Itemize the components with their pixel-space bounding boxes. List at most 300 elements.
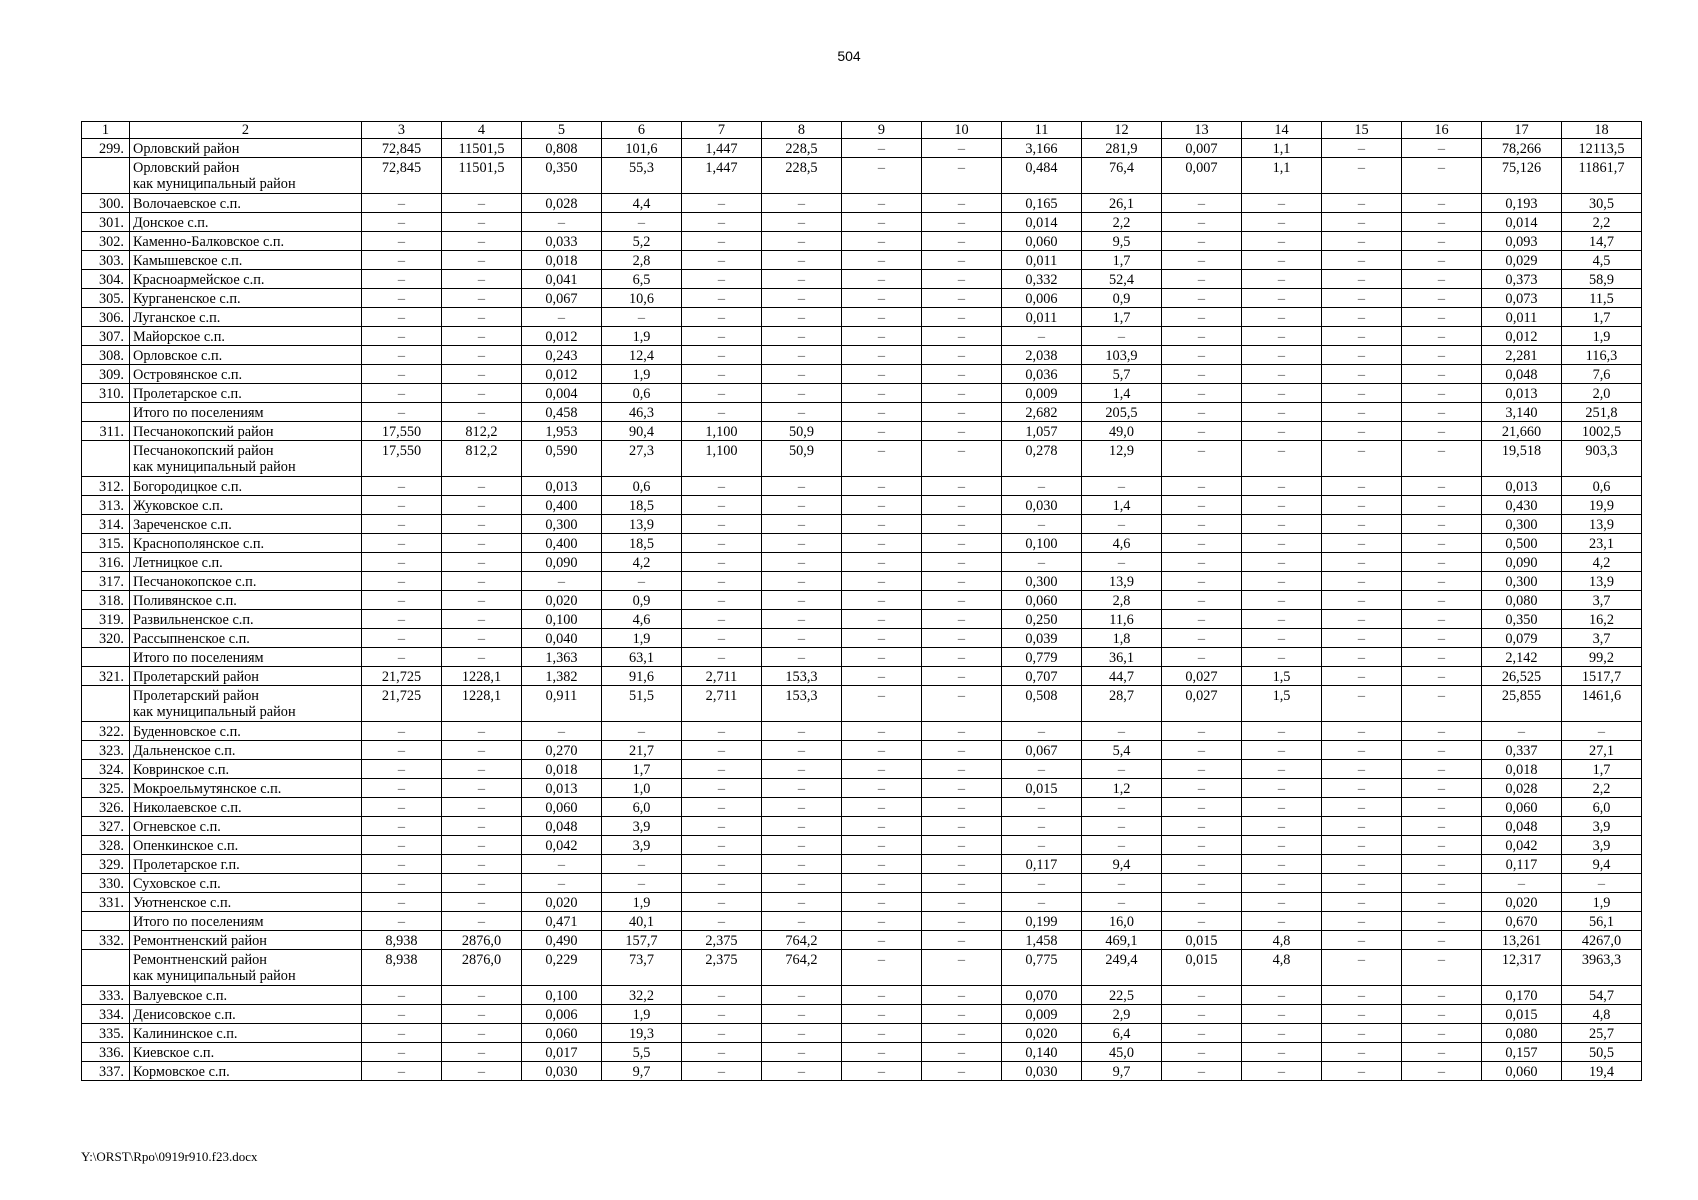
value-cell: – bbox=[1082, 893, 1162, 912]
territory-name-cell: Орловский район bbox=[130, 139, 362, 158]
value-cell: – bbox=[682, 855, 762, 874]
value-cell: 1,7 bbox=[1562, 760, 1642, 779]
value-cell: – bbox=[1322, 798, 1402, 817]
value-cell: 0,020 bbox=[1482, 893, 1562, 912]
value-cell: 1,458 bbox=[1002, 931, 1082, 950]
territory-name-cell: Мокроельмутянское с.п. bbox=[130, 779, 362, 798]
value-cell: – bbox=[842, 213, 922, 232]
table-row bbox=[82, 289, 1642, 308]
value-cell: – bbox=[602, 572, 682, 591]
value-cell: – bbox=[682, 836, 762, 855]
value-cell: – bbox=[682, 194, 762, 213]
value-cell: – bbox=[1242, 629, 1322, 648]
value-cell: – bbox=[362, 289, 442, 308]
value-cell: 2,281 bbox=[1482, 346, 1562, 365]
value-cell: 1,100 bbox=[682, 422, 762, 441]
value-cell: 0,015 bbox=[1482, 1005, 1562, 1024]
value-cell: – bbox=[602, 874, 682, 893]
value-cell: 0,6 bbox=[1562, 477, 1642, 496]
value-cell: 44,7 bbox=[1082, 667, 1162, 686]
value-cell: – bbox=[1402, 855, 1482, 874]
value-cell: – bbox=[442, 1024, 522, 1043]
value-cell: – bbox=[922, 722, 1002, 741]
value-cell: – bbox=[1242, 610, 1322, 629]
value-cell: – bbox=[1322, 477, 1402, 496]
table-row bbox=[82, 836, 1642, 855]
value-cell: – bbox=[762, 912, 842, 931]
table-row bbox=[82, 346, 1642, 365]
value-cell: 3,9 bbox=[1562, 817, 1642, 836]
value-cell: – bbox=[1242, 384, 1322, 403]
value-cell: 0,229 bbox=[522, 950, 602, 986]
value-cell: – bbox=[842, 629, 922, 648]
value-cell: – bbox=[762, 817, 842, 836]
value-cell: 73,7 bbox=[602, 950, 682, 986]
value-cell: – bbox=[362, 629, 442, 648]
value-cell: – bbox=[1322, 232, 1402, 251]
value-cell: – bbox=[442, 722, 522, 741]
value-cell: – bbox=[682, 1005, 762, 1024]
row-number-cell: 330. bbox=[82, 874, 130, 893]
value-cell: 28,7 bbox=[1082, 686, 1162, 722]
value-cell: – bbox=[682, 779, 762, 798]
value-cell: – bbox=[1082, 874, 1162, 893]
value-cell: 0,117 bbox=[1482, 855, 1562, 874]
value-cell: – bbox=[362, 534, 442, 553]
value-cell: – bbox=[1322, 950, 1402, 986]
value-cell: 0,014 bbox=[1482, 213, 1562, 232]
row-number-cell bbox=[82, 912, 130, 931]
territory-name-cell: Песчанокопское с.п. bbox=[130, 572, 362, 591]
value-cell: 51,5 bbox=[602, 686, 682, 722]
value-cell: 0,060 bbox=[1482, 1062, 1562, 1081]
value-cell: – bbox=[362, 365, 442, 384]
value-cell: – bbox=[922, 384, 1002, 403]
value-cell: – bbox=[1402, 139, 1482, 158]
value-cell: – bbox=[1082, 836, 1162, 855]
value-cell: 0,270 bbox=[522, 741, 602, 760]
row-number-cell: 321. bbox=[82, 667, 130, 686]
row-number-cell: 303. bbox=[82, 251, 130, 270]
value-cell: 18,5 bbox=[602, 534, 682, 553]
value-cell: – bbox=[682, 251, 762, 270]
column-number-header: 8 bbox=[762, 122, 842, 139]
value-cell: – bbox=[362, 251, 442, 270]
value-cell: – bbox=[1162, 855, 1242, 874]
value-cell: 4,6 bbox=[1082, 534, 1162, 553]
column-number-header: 17 bbox=[1482, 122, 1562, 139]
value-cell: – bbox=[842, 422, 922, 441]
value-cell: 0,013 bbox=[1482, 384, 1562, 403]
column-number-header: 3 bbox=[362, 122, 442, 139]
value-cell: – bbox=[1402, 251, 1482, 270]
value-cell: 0,250 bbox=[1002, 610, 1082, 629]
value-cell: 9,4 bbox=[1082, 855, 1162, 874]
value-cell: – bbox=[1082, 760, 1162, 779]
column-number-header: 7 bbox=[682, 122, 762, 139]
value-cell: – bbox=[762, 384, 842, 403]
table-row bbox=[82, 270, 1642, 289]
value-cell: – bbox=[442, 496, 522, 515]
row-number-cell: 323. bbox=[82, 741, 130, 760]
table-row bbox=[82, 760, 1642, 779]
value-cell: – bbox=[922, 572, 1002, 591]
value-cell: – bbox=[1162, 365, 1242, 384]
value-cell: – bbox=[1242, 1062, 1322, 1081]
column-number-header: 6 bbox=[602, 122, 682, 139]
row-number-cell bbox=[82, 950, 130, 986]
value-cell: – bbox=[922, 591, 1002, 610]
value-cell: 11501,5 bbox=[442, 139, 522, 158]
value-cell: – bbox=[922, 403, 1002, 422]
value-cell: – bbox=[1402, 1024, 1482, 1043]
row-number-cell: 317. bbox=[82, 572, 130, 591]
value-cell: – bbox=[1402, 648, 1482, 667]
value-cell: – bbox=[442, 534, 522, 553]
value-cell: – bbox=[1242, 553, 1322, 572]
territory-name-cell: Опенкинское с.п. bbox=[130, 836, 362, 855]
value-cell: 1,7 bbox=[1082, 251, 1162, 270]
value-cell: – bbox=[762, 308, 842, 327]
value-cell: – bbox=[1242, 365, 1322, 384]
value-cell: – bbox=[1402, 986, 1482, 1005]
value-cell: – bbox=[1162, 346, 1242, 365]
table-row bbox=[82, 232, 1642, 251]
territory-name-cell: Валуевское с.п. bbox=[130, 986, 362, 1005]
value-cell: – bbox=[1002, 553, 1082, 572]
value-cell: – bbox=[1322, 384, 1402, 403]
value-cell: – bbox=[762, 1024, 842, 1043]
value-cell: – bbox=[922, 629, 1002, 648]
value-cell: – bbox=[362, 346, 442, 365]
value-cell: – bbox=[842, 836, 922, 855]
value-cell: 2,711 bbox=[682, 667, 762, 686]
value-cell: – bbox=[362, 270, 442, 289]
value-cell: 153,3 bbox=[762, 667, 842, 686]
row-number-cell: 325. bbox=[82, 779, 130, 798]
territory-name-cell: Огневское с.п. bbox=[130, 817, 362, 836]
value-cell: 1,363 bbox=[522, 648, 602, 667]
value-cell: 2,711 bbox=[682, 686, 762, 722]
column-number-header: 10 bbox=[922, 122, 1002, 139]
value-cell: – bbox=[922, 950, 1002, 986]
value-cell: 1,4 bbox=[1082, 384, 1162, 403]
value-cell: – bbox=[682, 365, 762, 384]
value-cell: 26,525 bbox=[1482, 667, 1562, 686]
value-cell: – bbox=[1402, 722, 1482, 741]
value-cell: 5,5 bbox=[602, 1043, 682, 1062]
value-cell: 0,048 bbox=[1482, 817, 1562, 836]
value-cell: – bbox=[1322, 629, 1402, 648]
value-cell: – bbox=[362, 194, 442, 213]
value-cell: 0,042 bbox=[522, 836, 602, 855]
value-cell: – bbox=[1322, 667, 1402, 686]
value-cell: – bbox=[1402, 798, 1482, 817]
value-cell: – bbox=[1402, 422, 1482, 441]
value-cell: – bbox=[1162, 553, 1242, 572]
table-row bbox=[82, 629, 1642, 648]
value-cell: 12,317 bbox=[1482, 950, 1562, 986]
value-cell: – bbox=[362, 308, 442, 327]
column-number-header: 9 bbox=[842, 122, 922, 139]
value-cell: – bbox=[922, 308, 1002, 327]
table-row bbox=[82, 213, 1642, 232]
value-cell: – bbox=[1322, 289, 1402, 308]
table-row bbox=[82, 403, 1642, 422]
value-cell: 0,007 bbox=[1162, 139, 1242, 158]
value-cell: – bbox=[1322, 327, 1402, 346]
value-cell: – bbox=[762, 722, 842, 741]
row-number-cell: 314. bbox=[82, 515, 130, 534]
value-cell: 1,9 bbox=[1562, 327, 1642, 346]
value-cell: – bbox=[1322, 648, 1402, 667]
value-cell: – bbox=[842, 798, 922, 817]
value-cell: 1,9 bbox=[602, 365, 682, 384]
value-cell: – bbox=[1322, 722, 1402, 741]
value-cell: – bbox=[762, 289, 842, 308]
value-cell: 228,5 bbox=[762, 139, 842, 158]
value-cell: – bbox=[682, 270, 762, 289]
table-row bbox=[82, 251, 1642, 270]
value-cell: 0,140 bbox=[1002, 1043, 1082, 1062]
value-cell: – bbox=[1322, 1043, 1402, 1062]
value-cell: – bbox=[922, 836, 1002, 855]
value-cell: – bbox=[1162, 251, 1242, 270]
value-cell: – bbox=[362, 1043, 442, 1062]
value-cell: – bbox=[1162, 270, 1242, 289]
territory-name-cell: Рассыпненское с.п. bbox=[130, 629, 362, 648]
table-row bbox=[82, 610, 1642, 629]
value-cell: – bbox=[1402, 931, 1482, 950]
value-cell: – bbox=[1242, 251, 1322, 270]
value-cell: – bbox=[442, 346, 522, 365]
value-cell: – bbox=[762, 874, 842, 893]
value-cell: – bbox=[682, 1024, 762, 1043]
territory-name-cell: Донское с.п. bbox=[130, 213, 362, 232]
value-cell: – bbox=[1242, 591, 1322, 610]
value-cell: – bbox=[362, 384, 442, 403]
value-cell: – bbox=[682, 515, 762, 534]
value-cell: – bbox=[842, 327, 922, 346]
row-number-cell: 335. bbox=[82, 1024, 130, 1043]
value-cell: – bbox=[762, 1043, 842, 1062]
value-cell: 76,4 bbox=[1082, 158, 1162, 194]
value-cell: – bbox=[1242, 232, 1322, 251]
row-number-cell: 324. bbox=[82, 760, 130, 779]
value-cell: – bbox=[362, 893, 442, 912]
territory-name-cell: Киевское с.п. bbox=[130, 1043, 362, 1062]
value-cell: – bbox=[362, 722, 442, 741]
territory-name-cell: Поливянское с.п. bbox=[130, 591, 362, 610]
value-cell: – bbox=[1242, 289, 1322, 308]
row-number-cell: 313. bbox=[82, 496, 130, 515]
value-cell: 0,018 bbox=[522, 760, 602, 779]
territory-name-cell: Луганское с.п. bbox=[130, 308, 362, 327]
value-cell: – bbox=[842, 986, 922, 1005]
value-cell: 0,006 bbox=[1002, 289, 1082, 308]
value-cell: – bbox=[922, 289, 1002, 308]
value-cell: – bbox=[682, 648, 762, 667]
value-cell: – bbox=[842, 667, 922, 686]
value-cell: 8,938 bbox=[362, 950, 442, 986]
value-cell: 2,682 bbox=[1002, 403, 1082, 422]
value-cell: 903,3 bbox=[1562, 441, 1642, 477]
value-cell: – bbox=[362, 760, 442, 779]
value-cell: 0,041 bbox=[522, 270, 602, 289]
value-cell: – bbox=[842, 741, 922, 760]
value-cell: 0,036 bbox=[1002, 365, 1082, 384]
value-cell: – bbox=[1242, 722, 1322, 741]
value-cell: 5,2 bbox=[602, 232, 682, 251]
value-cell: – bbox=[362, 591, 442, 610]
value-cell: – bbox=[922, 798, 1002, 817]
value-cell: 2876,0 bbox=[442, 950, 522, 986]
value-cell: – bbox=[682, 308, 762, 327]
value-cell: – bbox=[922, 441, 1002, 477]
value-cell: – bbox=[922, 741, 1002, 760]
value-cell: – bbox=[1082, 798, 1162, 817]
value-cell: 0,090 bbox=[522, 553, 602, 572]
footer-file-path: Y:\ORST\Rpo\0919r910.f23.docx bbox=[81, 1149, 258, 1164]
value-cell: – bbox=[922, 139, 1002, 158]
value-cell: 1,9 bbox=[602, 1005, 682, 1024]
value-cell: 11,6 bbox=[1082, 610, 1162, 629]
value-cell: 1,4 bbox=[1082, 496, 1162, 515]
value-cell: – bbox=[762, 251, 842, 270]
value-cell: 99,2 bbox=[1562, 648, 1642, 667]
value-cell: – bbox=[1242, 760, 1322, 779]
value-cell: – bbox=[762, 1005, 842, 1024]
value-cell: – bbox=[922, 893, 1002, 912]
value-cell: 0,015 bbox=[1002, 779, 1082, 798]
value-cell: – bbox=[1322, 912, 1402, 931]
row-number-cell: 315. bbox=[82, 534, 130, 553]
value-cell: – bbox=[1162, 232, 1242, 251]
value-cell: – bbox=[1242, 836, 1322, 855]
value-cell: 1,5 bbox=[1242, 667, 1322, 686]
value-cell: 50,5 bbox=[1562, 1043, 1642, 1062]
value-cell: – bbox=[442, 403, 522, 422]
value-cell: – bbox=[1242, 1024, 1322, 1043]
value-cell: 1,9 bbox=[602, 893, 682, 912]
value-cell: – bbox=[682, 327, 762, 346]
value-cell: – bbox=[1322, 1062, 1402, 1081]
value-cell: 0,011 bbox=[1002, 251, 1082, 270]
table-body bbox=[82, 122, 1642, 1081]
value-cell: – bbox=[682, 477, 762, 496]
column-number-header: 4 bbox=[442, 122, 522, 139]
value-cell: 0,027 bbox=[1162, 686, 1242, 722]
value-cell: – bbox=[1322, 496, 1402, 515]
row-number-cell: 331. bbox=[82, 893, 130, 912]
value-cell: – bbox=[1402, 289, 1482, 308]
value-cell: 1,9 bbox=[602, 327, 682, 346]
value-cell: 9,7 bbox=[1082, 1062, 1162, 1081]
value-cell: – bbox=[442, 213, 522, 232]
value-cell: 0,100 bbox=[522, 610, 602, 629]
value-cell: 0,484 bbox=[1002, 158, 1082, 194]
value-cell: – bbox=[682, 346, 762, 365]
value-cell: 0,040 bbox=[522, 629, 602, 648]
value-cell: – bbox=[442, 572, 522, 591]
value-cell: – bbox=[1402, 403, 1482, 422]
value-cell: 13,9 bbox=[1562, 572, 1642, 591]
value-cell: 1,1 bbox=[1242, 139, 1322, 158]
value-cell: 0,808 bbox=[522, 139, 602, 158]
value-cell: 0,011 bbox=[1002, 308, 1082, 327]
value-cell: 0,004 bbox=[522, 384, 602, 403]
value-cell: 0,070 bbox=[1002, 986, 1082, 1005]
value-cell: 2876,0 bbox=[442, 931, 522, 950]
value-cell: 0,373 bbox=[1482, 270, 1562, 289]
value-cell: 469,1 bbox=[1082, 931, 1162, 950]
value-cell: – bbox=[682, 403, 762, 422]
value-cell: – bbox=[762, 836, 842, 855]
value-cell: – bbox=[522, 213, 602, 232]
territory-name-cell: Каменно-Балковское с.п. bbox=[130, 232, 362, 251]
value-cell: 32,2 bbox=[602, 986, 682, 1005]
row-number-cell bbox=[82, 686, 130, 722]
value-cell: – bbox=[1402, 610, 1482, 629]
value-cell: – bbox=[1002, 817, 1082, 836]
value-cell: 101,6 bbox=[602, 139, 682, 158]
value-cell: – bbox=[1402, 1043, 1482, 1062]
value-cell: 0,779 bbox=[1002, 648, 1082, 667]
value-cell: – bbox=[762, 591, 842, 610]
table-row bbox=[82, 722, 1642, 741]
territory-name-cell: Зареченское с.п. bbox=[130, 515, 362, 534]
value-cell: 1228,1 bbox=[442, 686, 522, 722]
value-cell: – bbox=[1242, 741, 1322, 760]
table-row bbox=[82, 741, 1642, 760]
value-cell: – bbox=[682, 610, 762, 629]
value-cell: – bbox=[1162, 591, 1242, 610]
value-cell: 0,013 bbox=[1482, 477, 1562, 496]
territory-name-cell: Песчанокопский район bbox=[130, 422, 362, 441]
value-cell: 0,060 bbox=[522, 798, 602, 817]
value-cell: – bbox=[1242, 648, 1322, 667]
territory-name-cell: Орловский район как муниципальный район bbox=[130, 158, 362, 194]
value-cell: 0,013 bbox=[522, 477, 602, 496]
value-cell: 16,2 bbox=[1562, 610, 1642, 629]
value-cell: – bbox=[1162, 874, 1242, 893]
value-cell: 1,5 bbox=[1242, 686, 1322, 722]
value-cell: – bbox=[1322, 515, 1402, 534]
value-cell: 116,3 bbox=[1562, 346, 1642, 365]
territory-name-cell: Богородицкое с.п. bbox=[130, 477, 362, 496]
value-cell: – bbox=[1242, 874, 1322, 893]
value-cell: – bbox=[1242, 327, 1322, 346]
value-cell: – bbox=[442, 798, 522, 817]
territory-name-cell: Ремонтненский район как муниципальный район bbox=[130, 950, 362, 986]
value-cell: 812,2 bbox=[442, 422, 522, 441]
value-cell: 0,067 bbox=[522, 289, 602, 308]
value-cell: – bbox=[1322, 591, 1402, 610]
value-cell: 4,2 bbox=[1562, 553, 1642, 572]
value-cell: – bbox=[1082, 327, 1162, 346]
value-cell: – bbox=[842, 346, 922, 365]
territory-name-cell: Пролетарский район как муниципальный район bbox=[130, 686, 362, 722]
value-cell: 11861,7 bbox=[1562, 158, 1642, 194]
value-cell: 0,100 bbox=[522, 986, 602, 1005]
value-cell: 2,2 bbox=[1562, 779, 1642, 798]
value-cell: – bbox=[522, 855, 602, 874]
value-cell: 1,8 bbox=[1082, 629, 1162, 648]
value-cell: 6,0 bbox=[1562, 798, 1642, 817]
value-cell: – bbox=[1322, 1005, 1402, 1024]
value-cell: – bbox=[1322, 158, 1402, 194]
value-cell: – bbox=[842, 270, 922, 289]
